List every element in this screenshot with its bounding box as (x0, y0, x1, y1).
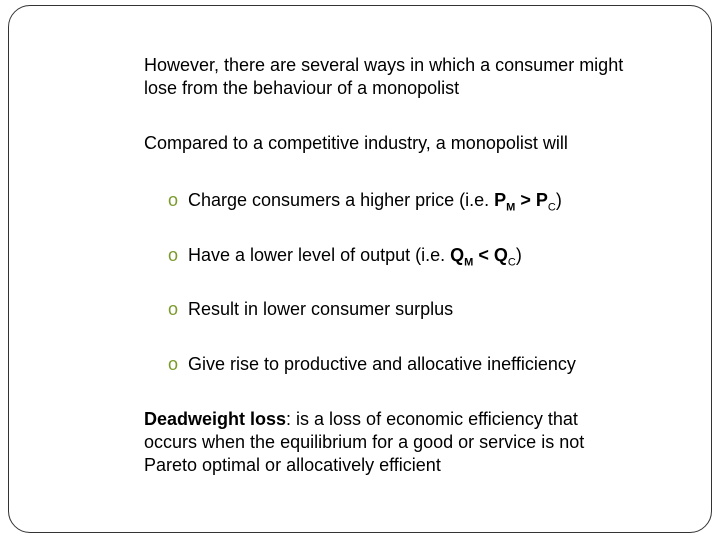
sub-bullet-surplus (168, 298, 453, 321)
subscript-c: C (507, 256, 516, 269)
circle-bullet-icon: o (168, 245, 179, 265)
bullet-deadweight-line1: : is a loss of economic efficiency that (286, 409, 578, 429)
symbol-p: P (494, 190, 507, 210)
sub-bullet-price-text: Charge consumers a higher price (i.e. (188, 190, 495, 210)
operator-gt: > (515, 190, 536, 210)
bullet-compared-text: Compared to a competitive industry, a monopolist will (144, 133, 568, 153)
square-bullet-icon (130, 132, 144, 137)
sub-bullet-inefficiency (168, 353, 576, 376)
square-bullet-icon (130, 408, 144, 413)
bullet-compared (130, 132, 568, 155)
subscript-m: M (464, 256, 474, 269)
circle-bullet-icon: o (168, 190, 179, 210)
bullet-deadweight (130, 408, 584, 477)
term-deadweight-loss: Deadweight loss (144, 409, 287, 429)
operator-lt: < (473, 245, 494, 265)
bullet-deadweight-line3: Pareto optimal or allocatively efficient (144, 455, 441, 475)
circle-bullet-icon: o (168, 299, 179, 319)
circle-bullet-icon: o (168, 354, 179, 374)
square-bullet-icon (130, 54, 144, 59)
sub-bullet-output (168, 244, 522, 267)
close-paren: ) (555, 190, 562, 210)
symbol-q: Q (450, 245, 465, 265)
bullet-however-line1: However, there are several ways in which a consumer might (144, 55, 624, 75)
subscript-m: M (506, 201, 516, 214)
close-paren: ) (515, 245, 522, 265)
sub-bullet-output-text: Have a lower level of output (i.e. (188, 245, 451, 265)
sub-bullet-inefficiency-text: Give rise to productive and allocative inefficiency (188, 354, 576, 374)
symbol-q: Q (493, 245, 508, 265)
symbol-p: P (535, 190, 548, 210)
bullet-however (130, 54, 623, 100)
sub-bullet-price (168, 189, 562, 212)
subscript-c: C (547, 201, 556, 214)
bullet-deadweight-line2: occurs when the equilibrium for a good or service is not (144, 432, 585, 452)
sub-bullet-surplus-text: Result in lower consumer surplus (188, 299, 454, 319)
bullet-however-line2: lose from the behaviour of a monopolist (144, 78, 460, 98)
